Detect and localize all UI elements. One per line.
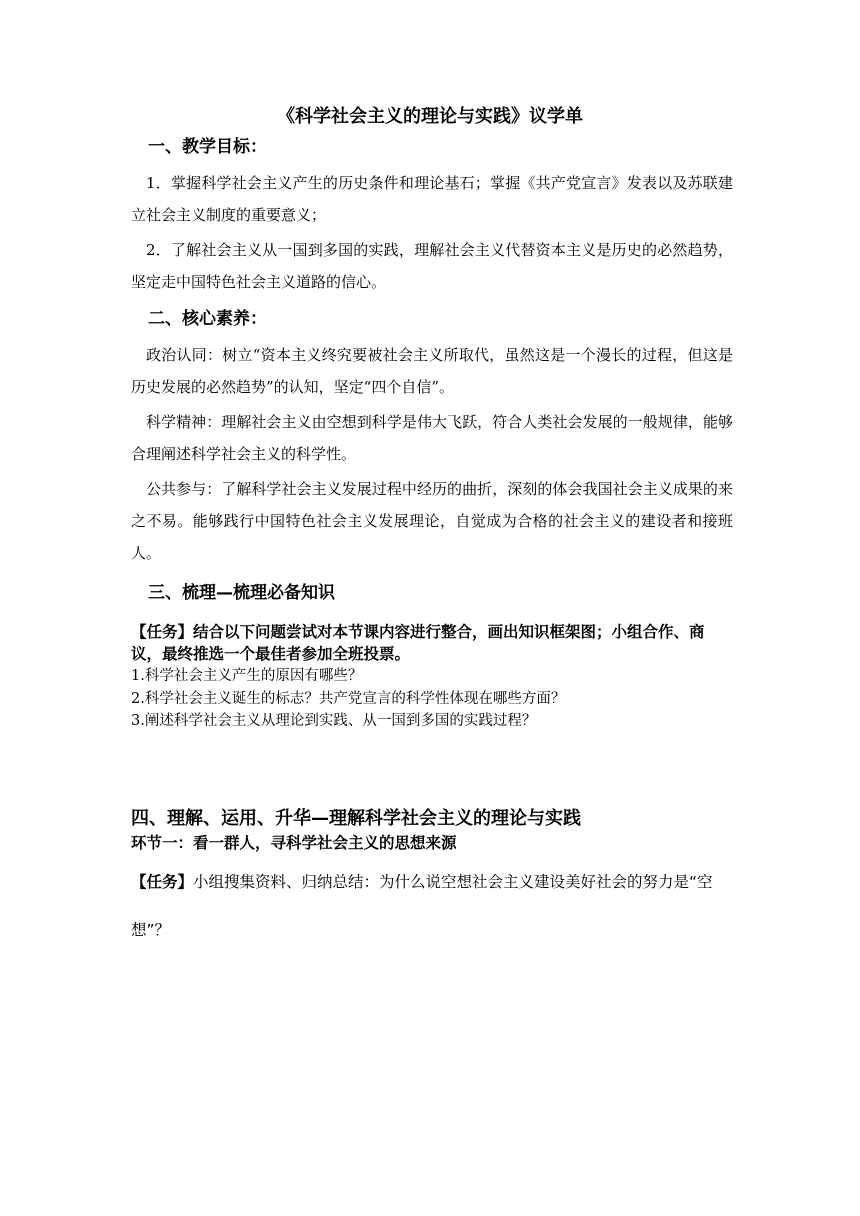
document-title: 《科学社会主义的理论与实践》议学单 [277, 106, 583, 127]
goal-item-1: 1．掌握科学社会主义产生的历史条件和理论基石；掌握《共产党宣言》发表以及苏联建立社会主义制度的重要意义； [131, 174, 733, 224]
section-heading-knowledge: 三、梳理—梳理必备知识 [148, 583, 335, 603]
literacy-political-identity: 政治认同：树立“资本主义终究要被社会主义所取代，虽然这是一个漫长的过程，但这是历史发展的必然趋势”的认知，坚定“四个自信”。 [131, 346, 733, 396]
knowledge-task: 【任务】结合以下问题尝试对本节课内容进行整合，画出知识框架图；小组合作、商议，最终推选一个最佳者参加全班投票。 [131, 623, 705, 663]
literacy-public-participation: 公共参与：了解科学社会主义发展过程中经历的曲折，深刻的体会我国社会主义成果的来之不易。能够践行中国特色社会主义发展理论，自觉成为合格的社会主义的建设者和接班人。 [131, 480, 733, 562]
task-text: 小组搜集资料、归纳总结：为什么说空想社会主义建设美好社会的努力是“空想”？ [131, 873, 713, 939]
link-one-heading: 环节一：看一群人，寻科学社会主义的思想来源 [131, 834, 457, 852]
task-tag: 【任务】 [131, 873, 194, 891]
question-item: 1.科学社会主义产生的原因有哪些？ [131, 668, 363, 684]
section-heading-core-literacy: 二、核心素养： [148, 309, 267, 329]
question-item: 3.阐述科学社会主义从理论到实践、从一国到多国的实践过程？ [131, 713, 537, 729]
goal-item-2: 2．了解社会主义从一国到多国的实践，理解社会主义代替资本主义是历史的必然趋势，坚定走中国特色社会主义道路的信心。 [131, 241, 733, 291]
section-heading-understanding: 四、理解、运用、升华—理解科学社会主义的理论与实践 [131, 808, 581, 829]
question-item: 2.科学社会主义诞生的标志？共产党宣言的科学性体现在哪些方面？ [131, 691, 566, 707]
section-heading-teaching-goals: 一、教学目标： [148, 137, 267, 157]
link-one-task [131, 858, 735, 954]
literacy-scientific-spirit: 科学精神：理解社会主义由空想到科学是伟大飞跃，符合人类社会发展的一般规律，能够合理阐述科学社会主义的科学性。 [131, 413, 733, 463]
